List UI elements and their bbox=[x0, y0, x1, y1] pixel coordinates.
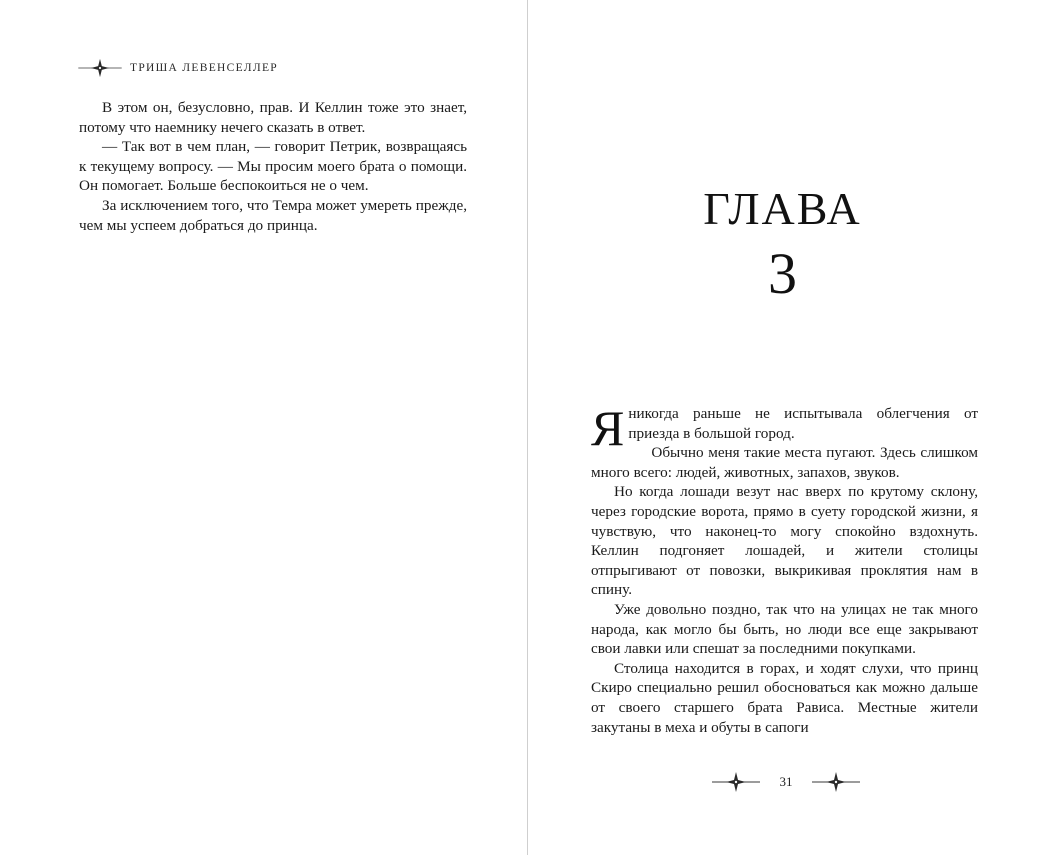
paragraph: — Так вот в чем план, — говорит Петрик, возвращаясь к текущему вопросу. — Мы просим моего брата о помощи. Он помогает. Больше беспокоиться не о чем. bbox=[79, 138, 467, 195]
drop-cap: Я bbox=[591, 400, 625, 456]
four-point-star-flourish-icon bbox=[78, 58, 122, 78]
four-point-star-flourish-icon bbox=[812, 771, 860, 793]
paragraph: В этом он, безусловно, прав. И Келлин тоже это знает, потому что наемнику нечего сказать в ответ. bbox=[79, 99, 467, 136]
page-footer bbox=[712, 771, 860, 793]
left-body-text bbox=[79, 98, 467, 235]
running-head bbox=[78, 58, 278, 78]
opening-paragraph-text: никогда раньше не испытывала облегчения от приезда в большой город. bbox=[628, 405, 978, 442]
chapter-heading: ГЛАВА bbox=[703, 183, 862, 234]
chapter-number: 3 bbox=[768, 241, 797, 306]
page-number: 31 bbox=[779, 774, 793, 789]
paragraph: Обычно меня такие места пугают. Здесь слишком много всего: людей, животных, запахов, звуков. bbox=[591, 444, 978, 481]
paragraph: За исключением того, что Темра может умереть прежде, чем мы успеем добраться до принца. bbox=[79, 196, 467, 234]
paragraph: Столица находится в горах, и ходят слухи, что принц Скиро специально решил обосноваться как можно дальше от своего старшего брата Рависа. Местные жители закутаны в меха и обуты в сапоги bbox=[591, 659, 978, 736]
left-page bbox=[0, 0, 527, 855]
opening-paragraph bbox=[591, 400, 978, 456]
author-name: ТРИША ЛЕВЕНСЕЛЛЕР bbox=[130, 62, 278, 74]
four-point-star-flourish-icon bbox=[712, 771, 760, 793]
paragraph: Уже довольно поздно, так что на улицах не так много народа, как могло бы быть, но люди все еще закрывают свои лавки или спешат за последними покупками. bbox=[591, 600, 978, 658]
right-body-text bbox=[591, 400, 978, 737]
paragraph: Но когда лошади везут нас вверх по крутому склону, через городские ворота, прямо в суету городской жизни, я чувствую, что наконец-то могу спокойно вздохнуть. Келлин подгоняет лошадей, и жители столицы отпрыгивают от повозки, выкрикивая проклятия нам в спину. bbox=[591, 483, 978, 599]
